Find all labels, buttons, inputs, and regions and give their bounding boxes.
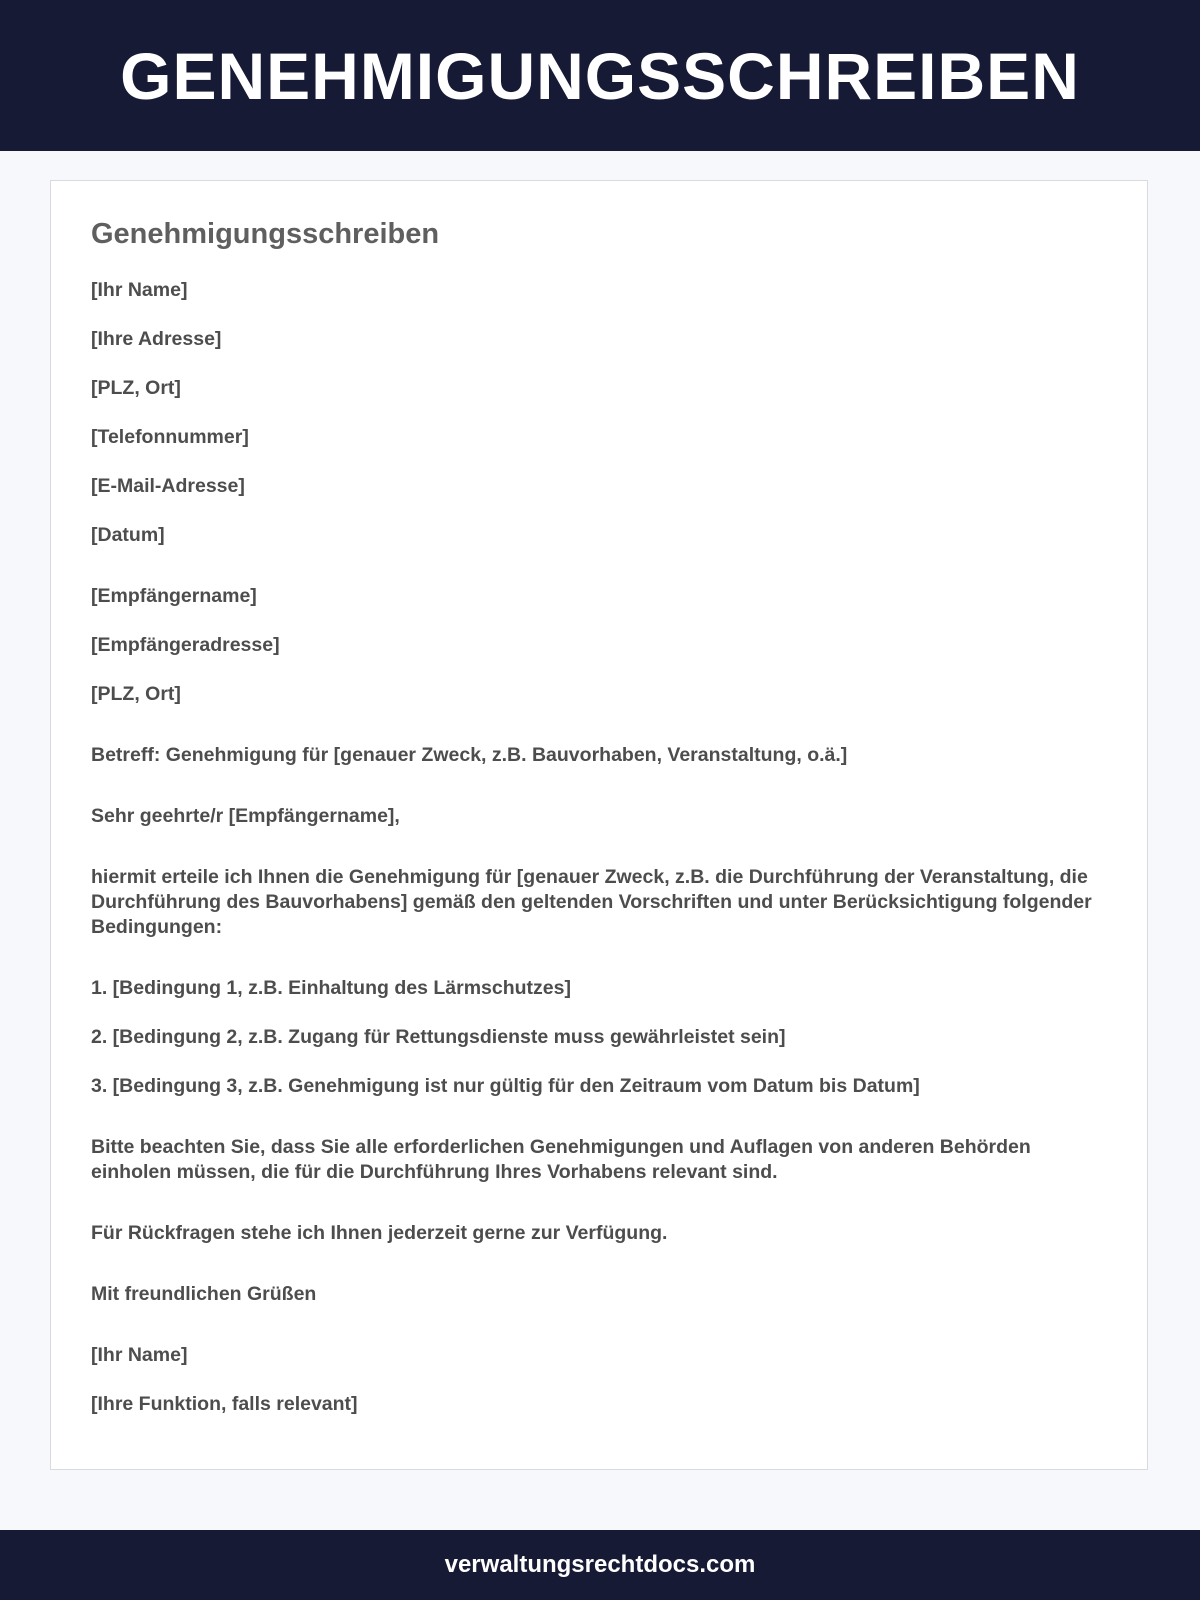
salutation: Sehr geehrte/r [Empfängername], (91, 805, 400, 827)
letter-card (50, 180, 1148, 1470)
notice-paragraph: Bitte beachten Sie, dass Sie alle erforderlichen Genehmigungen und Auflagen von anderen Behörden einholen müssen, die für die Durchführung Ihres Vorhabens relevant sind. (91, 1136, 1031, 1183)
recipient-address: [Empfängeradresse] (91, 634, 280, 656)
document-title: Genehmigungsschreiben (91, 218, 440, 250)
condition-item: 1. [Bedingung 1, z.B. Einhaltung des Lärmschutzes] (91, 977, 571, 999)
sender-city: [PLZ, Ort] (91, 377, 181, 399)
page-header (0, 0, 1200, 151)
closing-line: Mit freundlichen Grüßen (91, 1283, 317, 1305)
contact-line: Für Rückfragen stehe ich Ihnen jederzeit gerne zur Verfügung. (91, 1222, 668, 1244)
page-footer (0, 1530, 1200, 1600)
intro-paragraph: hiermit erteile ich Ihnen die Genehmigung für [genauer Zweck, z.B. die Durchführung der Veranstaltung, die Durchführung des Bauvorhabens] gemäß den geltenden Vorschriften und unter Berücksichtigung folgender Bedingungen: (91, 866, 1092, 938)
signature-name: [Ihr Name] (91, 1344, 188, 1366)
condition-item: 2. [Bedingung 2, z.B. Zugang für Rettungsdienste muss gewährleistet sein] (91, 1026, 786, 1048)
footer-site-link[interactable]: verwaltungsrechtdocs.com (444, 1551, 756, 1578)
subject-line: Betreff: Genehmigung für [genauer Zweck, z.B. Bauvorhaben, Veranstaltung, o.ä.] (91, 744, 848, 766)
header-title: GENEHMIGUNGSSCHREIBEN (120, 38, 1080, 113)
condition-item: 3. [Bedingung 3, z.B. Genehmigung ist nur gültig für den Zeitraum vom Datum bis Datum] (91, 1075, 920, 1097)
recipient-name: [Empfängername] (91, 585, 257, 607)
recipient-city: [PLZ, Ort] (91, 683, 181, 705)
letter-date: [Datum] (91, 524, 165, 546)
signature-role: [Ihre Funktion, falls relevant] (91, 1393, 358, 1415)
sender-name: [Ihr Name] (91, 279, 188, 301)
sender-address: [Ihre Adresse] (91, 328, 222, 350)
sender-email: [E-Mail-Adresse] (91, 475, 245, 497)
sender-phone: [Telefonnummer] (91, 426, 249, 448)
